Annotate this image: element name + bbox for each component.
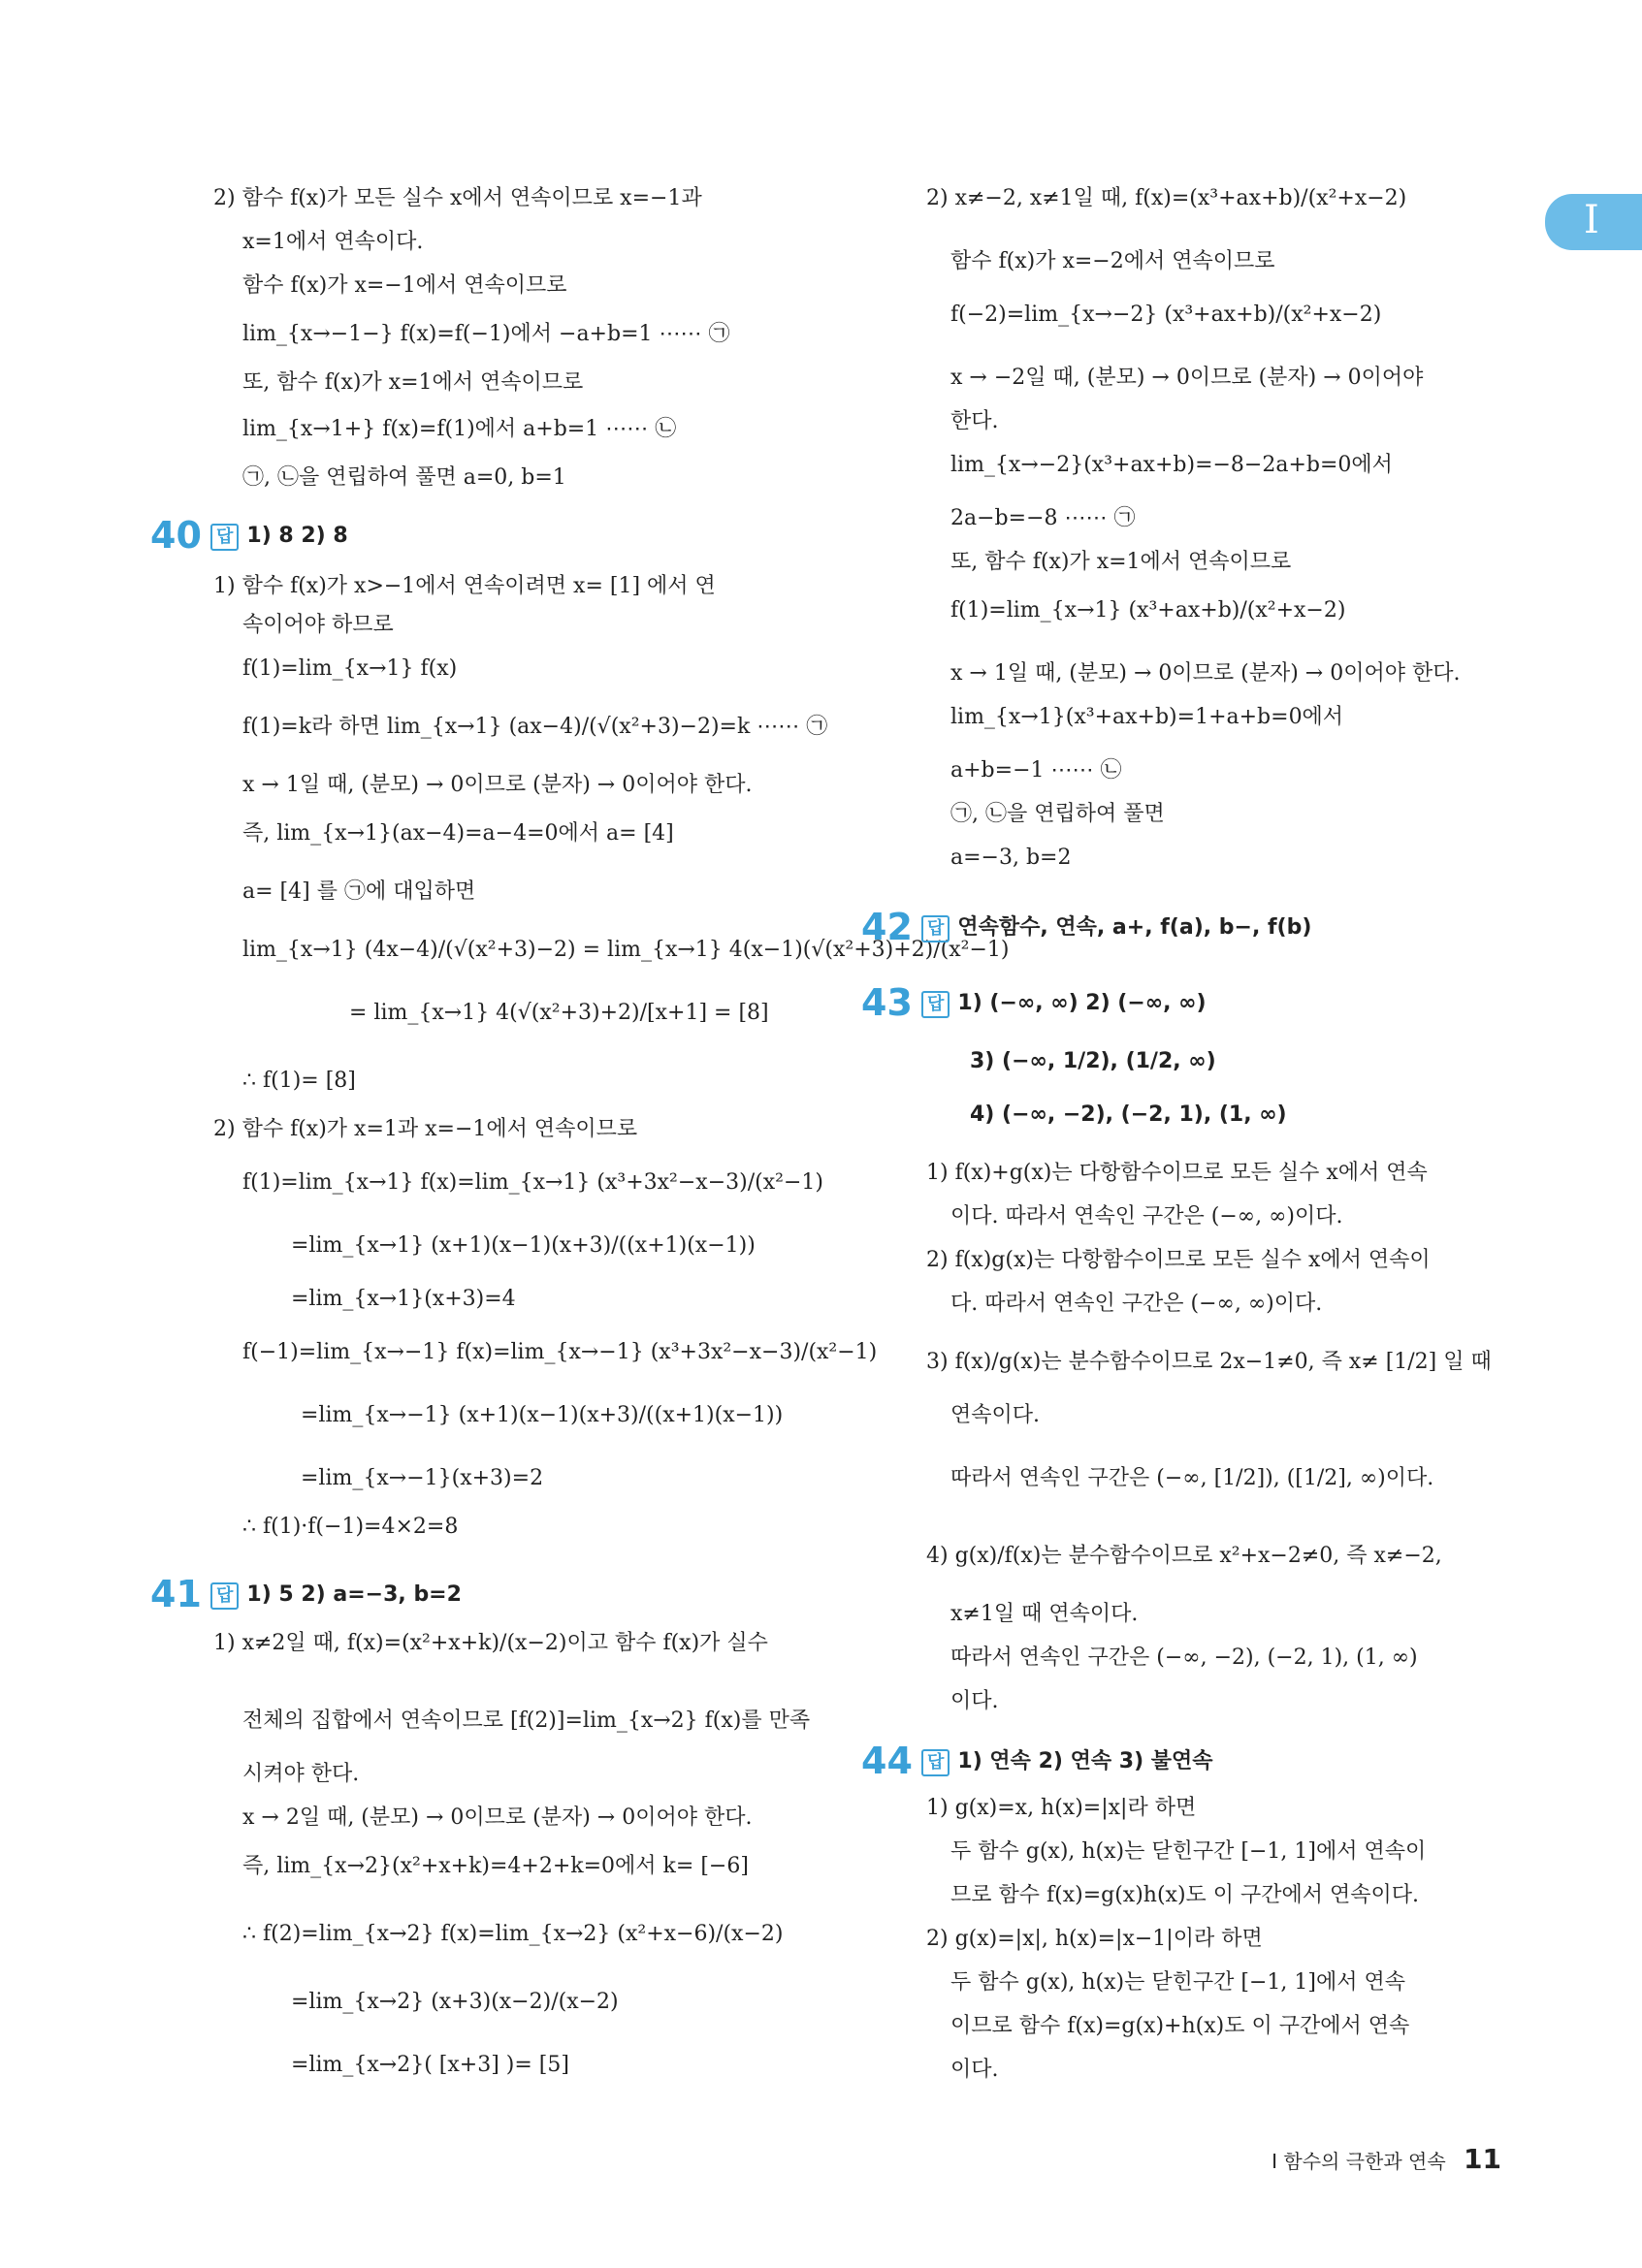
left-line: ∴ f(2)=lim_{x→2} f(x)=lim_{x→2} (x²+x−6)/(x−2) — [242, 1922, 784, 1946]
right-line: 2a−b=−8 ⋯⋯ ㉠ — [950, 506, 1136, 530]
right-line: 2) f(x)g(x)는 다항함수이므로 모든 실수 x에서 연속이 — [926, 1248, 1431, 1272]
left-line: 1) x≠2일 때, f(x)=(x²+x+k)/(x−2)이고 함수 f(x)가 실수 — [213, 1631, 768, 1655]
answer-line — [210, 522, 348, 551]
right-line: 2) g(x)=|x|, h(x)=|x−1|이라 하면 — [926, 1927, 1263, 1951]
left-line: 전체의 집합에서 연속이므로 [f(2)]=lim_{x→2} f(x)를 만족 — [242, 1709, 811, 1733]
right-line: 2) x≠−2, x≠1일 때, f(x)=(x³+ax+b)/(x²+x−2) — [926, 186, 1407, 210]
right-line: 한다. — [950, 409, 999, 433]
answer-badge: 답 — [921, 991, 950, 1018]
left-line: lim_{x→1+} f(x)=f(1)에서 a+b=1 ⋯⋯ ㉡ — [242, 417, 677, 441]
answer-badge: 답 — [921, 1749, 950, 1776]
right-line: 4) g(x)/f(x)는 분수함수이므로 x²+x−2≠0, 즉 x≠−2, — [926, 1544, 1442, 1568]
left-line: ∴ f(1)= [8] — [242, 1069, 356, 1093]
right-line: 두 함수 g(x), h(x)는 닫힌구간 [−1, 1]에서 연속이 — [950, 1839, 1427, 1864]
right-line: 이다. — [950, 2058, 999, 2082]
answer-badge: 답 — [921, 915, 950, 942]
right-line: 다. 따라서 연속인 구간은 (−∞, ∞)이다. — [950, 1292, 1323, 1316]
right-line: lim_{x→1}(x³+ax+b)=1+a+b=0에서 — [950, 705, 1344, 729]
right-line: 이므로 함수 f(x)=g(x)+h(x)도 이 구간에서 연속 — [950, 2014, 1410, 2038]
answer-text: 연속함수, 연속, a+, f(a), b−, f(b) — [957, 915, 1312, 940]
left-line: =lim_{x→1}(x+3)=4 — [291, 1287, 516, 1311]
answer-text: 1) 연속 2) 연속 3) 불연속 — [957, 1749, 1213, 1773]
left-line: 함수 f(x)가 x=−1에서 연속이므로 — [242, 273, 567, 298]
left-line: =lim_{x→−1}(x+3)=2 — [301, 1466, 544, 1490]
right-line: x → 1일 때, (분모) → 0이므로 (분자) → 0이어야 한다. — [950, 661, 1461, 686]
page-number: 11 — [1464, 2143, 1501, 2175]
answer-text: 4) (−∞, −2), (−2, 1), (1, ∞) — [970, 1102, 1287, 1127]
left-line: x=1에서 연속이다. — [242, 230, 424, 254]
right-line: 함수 f(x)가 x=−2에서 연속이므로 — [950, 249, 1275, 273]
left-line: x → 2일 때, (분모) → 0이므로 (분자) → 0이어야 한다. — [242, 1805, 753, 1830]
left-line: 즉, lim_{x→1}(ax−4)=a−4=0에서 a= [4] — [242, 821, 674, 846]
footer-chapter: I 함수의 극한과 연속 — [1272, 2150, 1446, 2173]
right-line: lim_{x→−2}(x³+ax+b)=−8−2a+b=0에서 — [950, 453, 1393, 477]
right-line: f(−2)=lim_{x→−2} (x³+ax+b)/(x²+x−2) — [950, 303, 1382, 327]
right-line: 3) f(x)/g(x)는 분수함수이므로 2x−1≠0, 즉 x≠ [1/2] 일 때 — [926, 1350, 1492, 1374]
left-line: lim_{x→1} (4x−4)/(√(x²+3)−2) = lim_{x→1} 4(x−1)(√(x²+3)+2)/(x²−1) — [242, 938, 1010, 962]
answer-text: 1) (−∞, ∞) 2) (−∞, ∞) — [957, 991, 1207, 1015]
right-line: ㉠, ㉡을 연립하여 풀면 — [950, 802, 1165, 826]
answer-text: 1) 8 2) 8 — [246, 524, 348, 548]
page-footer — [1272, 2143, 1501, 2175]
answer-text: 3) (−∞, 1/2), (1/2, ∞) — [970, 1049, 1216, 1073]
answer-badge: 답 — [210, 524, 239, 551]
answer-line — [921, 913, 1311, 942]
left-line: a= [4] 를 ㉠에 대입하면 — [242, 879, 476, 904]
left-line: =lim_{x→1} (x+1)(x−1)(x+3)/((x+1)(x−1)) — [291, 1233, 756, 1258]
left-line: f(−1)=lim_{x→−1} f(x)=lim_{x→−1} (x³+3x²−x−3)/(x²−1) — [242, 1340, 878, 1364]
left-line: =lim_{x→2}( [x+3] )= [5] — [291, 2053, 569, 2077]
right-line: 1) f(x)+g(x)는 다항함수이므로 모든 실수 x에서 연속 — [926, 1161, 1428, 1185]
right-line: 연속이다. — [950, 1403, 1041, 1427]
right-line: x≠1일 때 연속이다. — [950, 1602, 1139, 1626]
right-line: x → −2일 때, (분모) → 0이므로 (분자) → 0이어야 — [950, 366, 1424, 390]
left-line: 즉, lim_{x→2}(x²+x+k)=4+2+k=0에서 k= [−6] — [242, 1854, 749, 1878]
left-line: 또, 함수 f(x)가 x=1에서 연속이므로 — [242, 370, 584, 395]
left-line: f(1)=lim_{x→1} f(x)=lim_{x→1} (x³+3x²−x−3)/(x²−1) — [242, 1170, 823, 1195]
answer-line — [921, 1747, 1213, 1776]
question-number: 44 — [861, 1740, 913, 1782]
left-line: f(1)=k라 하면 lim_{x→1} (ax−4)/(√(x²+3)−2)=k ⋯⋯ ㉠ — [242, 715, 828, 739]
left-line: x → 1일 때, (분모) → 0이므로 (분자) → 0이어야 한다. — [242, 773, 753, 797]
answer-line — [210, 1581, 462, 1610]
right-line: 두 함수 g(x), h(x)는 닫힌구간 [−1, 1]에서 연속 — [950, 1970, 1405, 1995]
right-line: 이다. 따라서 연속인 구간은 (−∞, ∞)이다. — [950, 1204, 1343, 1229]
chapter-tab: I — [1545, 194, 1642, 250]
left-line: ㉠, ㉡을 연립하여 풀면 a=0, b=1 — [242, 465, 566, 490]
question-number: 40 — [150, 514, 202, 557]
right-line: 므로 함수 f(x)=g(x)h(x)도 이 구간에서 연속이다. — [950, 1883, 1420, 1907]
right-line: a+b=−1 ⋯⋯ ㉡ — [950, 758, 1122, 783]
right-line: 따라서 연속인 구간은 (−∞, −2), (−2, 1), (1, ∞) — [950, 1645, 1418, 1670]
right-line: 1) g(x)=x, h(x)=|x|라 하면 — [926, 1796, 1197, 1820]
answer-text: 1) 5 2) a=−3, b=2 — [246, 1582, 462, 1607]
right-line: 또, 함수 f(x)가 x=1에서 연속이므로 — [950, 550, 1292, 574]
left-line: = lim_{x→1} 4(√(x²+3)+2)/[x+1] = [8] — [349, 1001, 769, 1025]
right-line: a=−3, b=2 — [950, 846, 1072, 870]
left-line: =lim_{x→−1} (x+1)(x−1)(x+3)/((x+1)(x−1)) — [301, 1403, 784, 1427]
left-line: 시켜야 한다. — [242, 1762, 360, 1786]
question-number: 43 — [861, 981, 913, 1024]
left-line: 2) 함수 f(x)가 x=1과 x=−1에서 연속이므로 — [213, 1117, 638, 1141]
left-line: 2) 함수 f(x)가 모든 실수 x에서 연속이므로 x=−1과 — [213, 186, 702, 210]
left-line: ∴ f(1)·f(−1)=4×2=8 — [242, 1515, 459, 1539]
right-line: 이다. — [950, 1689, 999, 1713]
answer-badge: 답 — [210, 1582, 239, 1610]
left-line: 1) 함수 f(x)가 x>−1에서 연속이려면 x= [1] 에서 연 — [213, 574, 716, 598]
left-line: lim_{x→−1−} f(x)=f(−1)에서 −a+b=1 ⋯⋯ ㉠ — [242, 322, 730, 346]
left-line: 속이어야 하므로 — [242, 613, 394, 637]
question-number: 42 — [861, 906, 913, 948]
answer-line — [921, 989, 1207, 1018]
right-line: 따라서 연속인 구간은 (−∞, [1/2]), ([1/2], ∞)이다. — [950, 1466, 1434, 1490]
left-line: f(1)=lim_{x→1} f(x) — [242, 656, 458, 681]
left-line: =lim_{x→2} (x+3)(x−2)/(x−2) — [291, 1990, 619, 2014]
right-line: f(1)=lim_{x→1} (x³+ax+b)/(x²+x−2) — [950, 598, 1346, 623]
question-number: 41 — [150, 1573, 202, 1615]
